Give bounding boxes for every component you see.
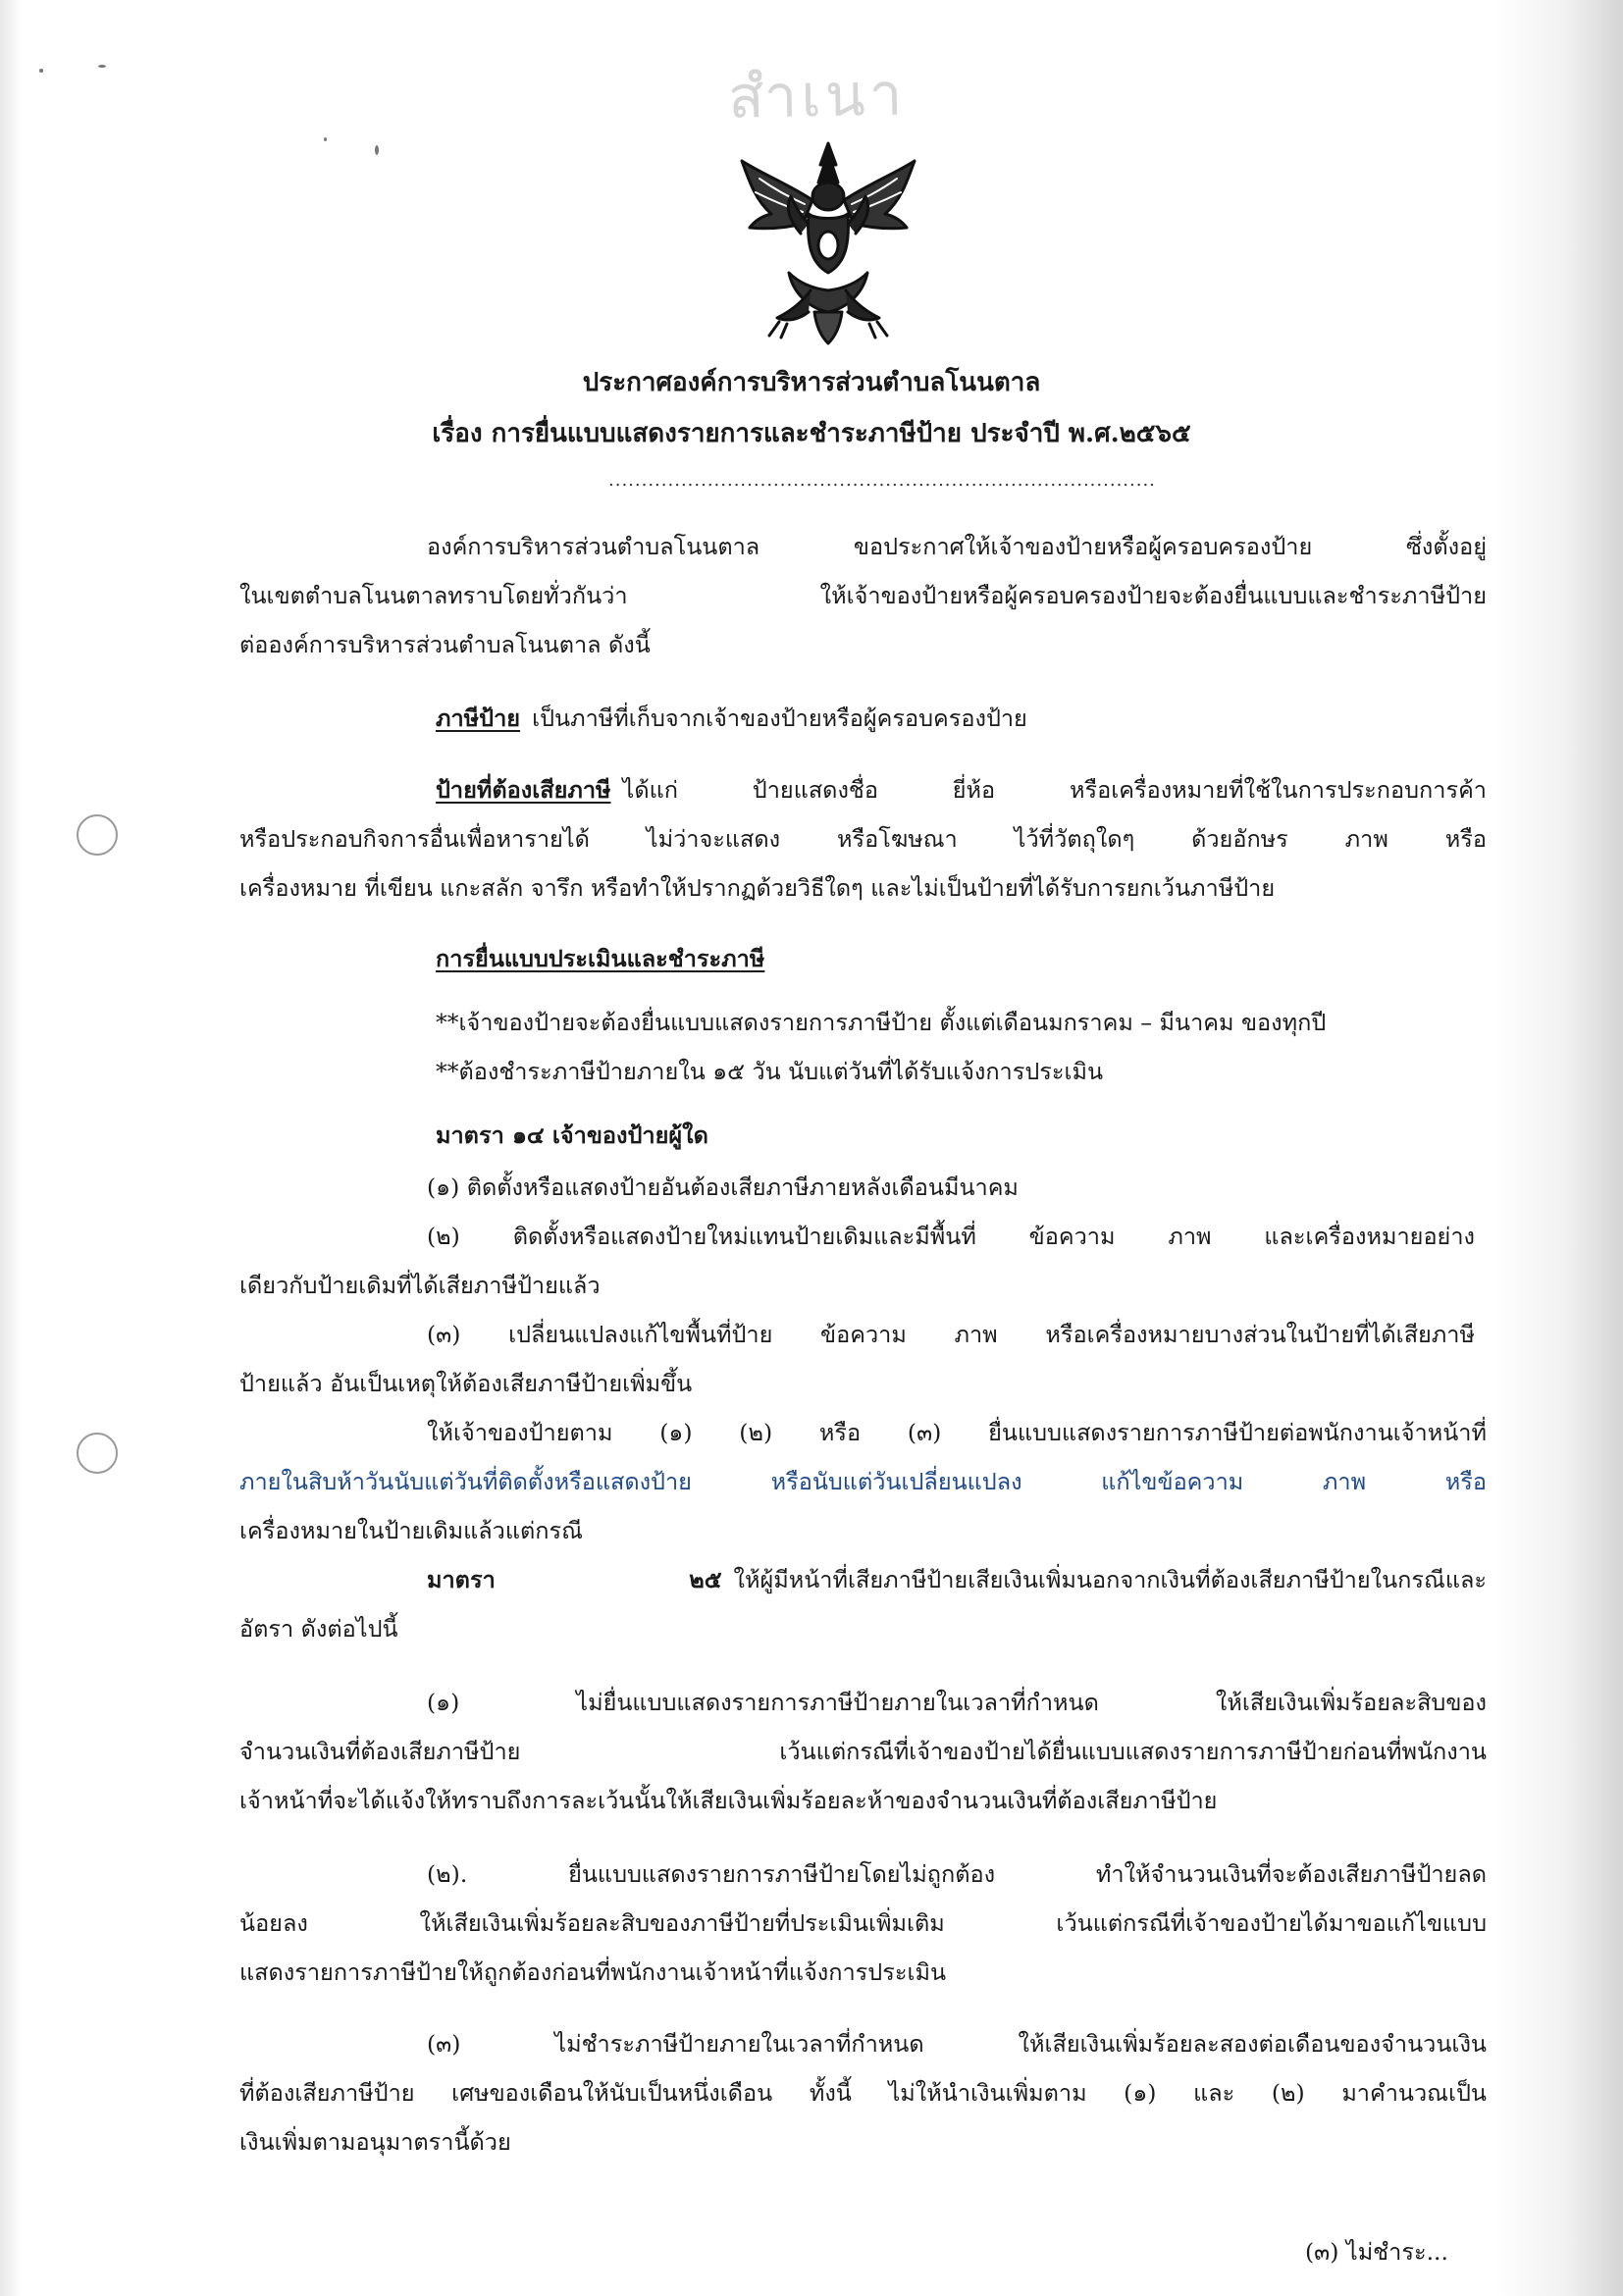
scan-speck <box>98 65 106 68</box>
section-25-item: จำนวนเงินที่ต้องเสียภาษีป้าย เว้นแต่กรณีที่เจ้าของป้ายได้ยื่นแบบแสดงรายการภาษีป้ายก่อนที่พนักงาน <box>239 1738 1487 1765</box>
intro-line: ในเขตตำบลโนนตาลทราบโดยทั่วกันว่า ให้เจ้าของป้ายหรือผู้ครอบครองป้ายจะต้องยื่นแบบและชำระภาษีป้าย <box>239 582 1487 609</box>
scan-speck <box>375 145 379 155</box>
scan-edge-shadow-left <box>0 0 22 2296</box>
section-14-paragraph: เครื่องหมายในป้ายเดิมแล้วแต่กรณี <box>239 1517 583 1544</box>
section-25-intro: อัตรา ดังต่อไปนี้ <box>239 1615 398 1643</box>
section-25-item: (๑) ไม่ยื่นแบบแสดงรายการภาษีป้ายภายในเวลาที่กำหนด ให้เสียเงินเพิ่มร้อยละสิบของ <box>427 1689 1487 1716</box>
section-25-item: (๓) ไม่ชำระภาษีป้ายภายในเวลาที่กำหนด ให้เสียเงินเพิ่มร้อยละสองต่อเดือนของจำนวนเงิน <box>427 2030 1487 2058</box>
page-continuation: (๓) ไม่ชำระ... <box>1305 2238 1448 2266</box>
section-25-item: เงินเพิ่มตามอนุมาตรานี้ด้วย <box>239 2128 511 2156</box>
taxable-signs-line: เครื่องหมาย ที่เขียน แกะสลัก จารึก หรือทำให้ปรากฏด้วยวิธีใดๆ และไม่เป็นป้ายที่ได้รับการยกเว้นภาษีป้าย <box>239 874 1276 902</box>
sign-tax-heading: ภาษีป้าย <box>436 704 521 732</box>
section-14-item: (๓) เปลี่ยนแปลงแก้ไขพื้นที่ป้าย ข้อความ ภาพ หรือเครื่องหมายบางส่วนในป้ายที่ได้เสียภาษี <box>427 1321 1475 1348</box>
filing-heading: การยื่นแบบประเมินและชำระภาษี <box>436 945 765 972</box>
announcement-title: ประกาศองค์การบริหารส่วนตำบลโนนตาล <box>582 368 1041 397</box>
hole-punch-mark <box>77 1433 118 1474</box>
intro-line: ต่อองค์การบริหารส่วนตำบลโนนตาล ดังนี้ <box>239 631 651 658</box>
section-25-heading: มาตรา ๒๕ <box>427 1566 722 1593</box>
scan-edge-shadow-right <box>1495 0 1623 2296</box>
section-25-intro <box>427 1563 1487 1596</box>
section-25-item: ที่ต้องเสียภาษีป้าย เศษของเดือนให้นับเป็นหนึ่งเดือน ทั้งนี้ ไม่ให้นำเงินเพิ่มตาม (๑) และ (๒) มาคำนวณเป็น <box>239 2079 1487 2107</box>
scan-speck <box>39 69 43 73</box>
section-14-paragraph: ภายในสิบห้าวันนับแต่วันที่ติดตั้งหรือแสดงป้าย หรือนับแต่วันเปลี่ยนแปลง แก้ไขข้อความ ภาพ หรือ <box>239 1468 1487 1495</box>
section-25-item: แสดงรายการภาษีป้ายให้ถูกต้องก่อนที่พนักงานเจ้าหน้าที่แจ้งการประเมิน <box>239 1958 947 1986</box>
scan-speck <box>324 137 327 141</box>
section-14-paragraph: ให้เจ้าของป้ายตาม (๑) (๒) หรือ (๓) ยื่นแบบแสดงรายการภาษีป้ายต่อพนักงานเจ้าหน้าที่ <box>427 1419 1487 1446</box>
section-25-item: (๒). ยื่นแบบแสดงรายการภาษีป้ายโดยไม่ถูกต้อง ทำให้จำนวนเงินที่จะต้องเสียภาษีป้ายลด <box>427 1860 1487 1888</box>
section-25-item: น้อยลง ให้เสียเงินเพิ่มร้อยละสิบของภาษีป้ายที่ประเมินเพิ่มเติม เว้นแต่กรณีที่เจ้าของป้ายได้มาขอแก้ไขแบบ <box>239 1909 1487 1937</box>
intro-line: องค์การบริหารส่วนตำบลโนนตาล ขอประกาศให้เจ้าของป้ายหรือผู้ครอบครองป้าย ซึ่งตั้งอยู่ <box>427 533 1487 560</box>
hole-punch-mark <box>77 814 118 856</box>
section-14-item: เดียวกับป้ายเดิมที่ได้เสียภาษีป้ายแล้ว <box>239 1272 601 1299</box>
garuda-emblem <box>730 135 926 351</box>
section-14-item: (๒) ติดตั้งหรือแสดงป้ายใหม่แทนป้ายเดิมและมีพื้นที่ ข้อความ ภาพ และเครื่องหมายอย่าง <box>427 1223 1475 1250</box>
section-25-item: เจ้าหน้าที่จะได้แจ้งให้ทราบถึงการละเว้นนั้นให้เสียเงินเพิ่มร้อยละห้าของจำนวนเงินที่ต้องเสียภาษีป้าย <box>239 1787 1218 1814</box>
title-separator: ................................................................................... <box>608 470 1156 491</box>
filing-note: **เจ้าของป้ายจะต้องยื่นแบบแสดงรายการภาษีป้าย ตั้งแต่เดือนมกราคม – มีนาคม ของทุกปี <box>436 1009 1327 1036</box>
taxable-signs-line <box>436 773 1487 807</box>
taxable-signs-line: หรือประกอบกิจการอื่นเพื่อหารายได้ ไม่ว่าจะแสดง หรือโฆษณา ไว้ที่วัตถุใดๆ ด้วยอักษร ภาพ หรือ <box>239 825 1487 853</box>
taxable-signs-text: ได้แก่ ป้ายแสดงชื่อ ยี่ห้อ หรือเครื่องหมายที่ใช้ในการประกอบการค้า <box>622 776 1487 804</box>
announcement-subject: เรื่อง การยื่นแบบแสดงรายการและชำระภาษีป้าย ประจำปี พ.ศ.๒๕๖๕ <box>432 419 1191 448</box>
section-25-text: ให้ผู้มีหน้าที่เสียภาษีป้ายเสียเงินเพิ่มนอกจากเงินที่ต้องเสียภาษีป้ายในกรณีและ <box>733 1566 1487 1593</box>
sign-tax-definition <box>436 702 1027 735</box>
taxable-signs-heading: ป้ายที่ต้องเสียภาษี <box>436 776 611 804</box>
sign-tax-text: เป็นภาษีที่เก็บจากเจ้าของป้ายหรือผู้ครอบครองป้าย <box>532 704 1027 732</box>
filing-note: **ต้องชำระภาษีป้ายภายใน ๑๕ วัน นับแต่วันที่ได้รับแจ้งการประเมิน <box>436 1058 1104 1085</box>
section-14-item: (๑) ติดตั้งหรือแสดงป้ายอันต้องเสียภาษีภายหลังเดือนมีนาคม <box>427 1174 1019 1201</box>
section-14-heading: มาตรา ๑๔ เจ้าของป้ายผู้ใด <box>436 1122 708 1149</box>
section-14-item: ป้ายแล้ว อันเป็นเหตุให้ต้องเสียภาษีป้ายเพิ่มขึ้น <box>239 1370 693 1397</box>
copy-stamp: สำเนา <box>727 60 908 132</box>
